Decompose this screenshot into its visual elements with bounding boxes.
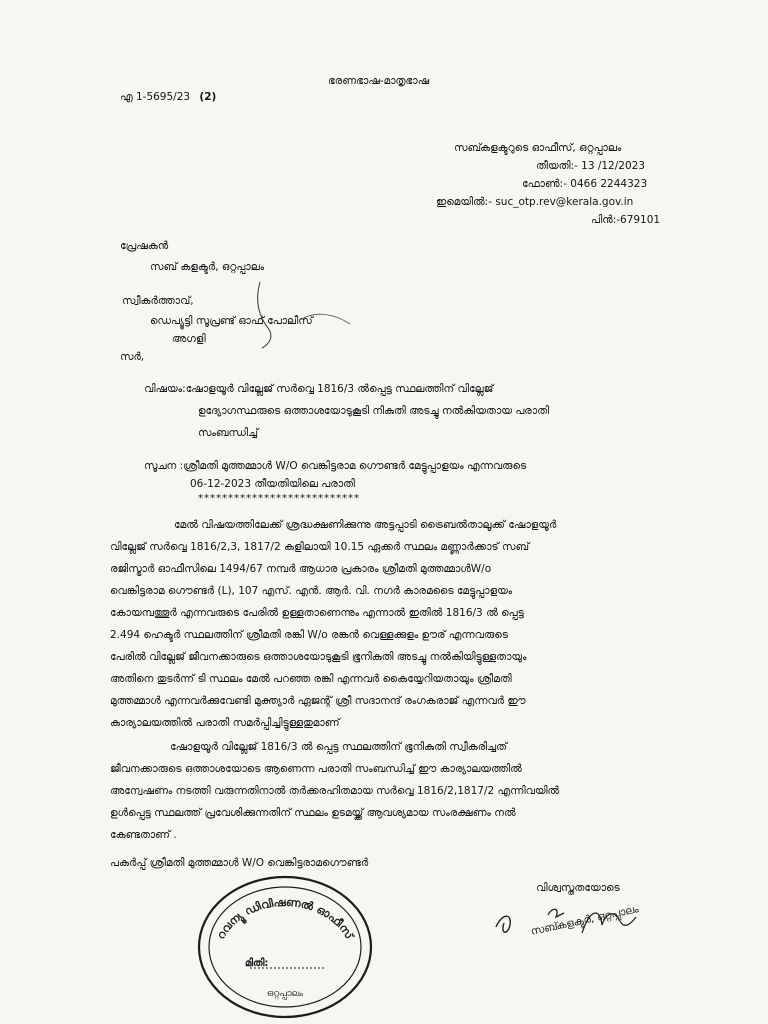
body-line: പേരിൽ വില്ലേജ് ജീവനക്കാരുടെ ഒത്താശയോടുകൂടി ഭൂനികുതി അടച്ചു നൽകിയിട്ടുള്ളതായും [110,651,527,663]
closing-regards: വിശ്വസ്തതയോടെ [536,882,620,894]
seal-date-label: മിതി: [245,958,269,969]
language-note: ഭരണഭാഷ-മാതൃഭാഷ [328,75,430,87]
body-line: രജിസ്ട്രാർ ഓഫീസിലെ 1494/67 നമ്പർ ആധാര പ്രകാരം ശ്രീമതി മുത്തമ്മാൾW/o [110,563,492,575]
salutation: സർ, [120,351,145,363]
copy-to: പകർപ്പ് ശ്രീമതി മുത്തമ്മാൾ W/O വെങ്കിട്ടരാമഗൌണ്ടർ [110,857,369,869]
body-line: അതിനെ തുടർന്ന് ടി സ്ഥലം മേൽ പറഞ്ഞ രങ്കി എന്നവർ കൈയ്യേറിയതായും ശ്രീമതി [110,673,512,685]
body-line: ജീവനക്കാരുടെ ഒത്താശയോടെ ആണെന്ന പരാതി സംബന്ധിച്ച് ഈ കാര്യാലയത്തിൽ [110,763,522,775]
recipient-label: സ്വീകർത്താവ്, [122,295,194,307]
letter-date: തീയതി:- 13 /12/2023 [536,160,646,172]
office-email: ഇമെയിൽ:- suc_otp.rev@kerala.gov.in [436,196,634,208]
body-line: കോയമ്പത്തൂർ എന്നവരുടെ പേരിൽ ഉള്ളതാണെന്നും എന്നാൽ ഇതിൽ 1816/3 ൽ പ്പെട്ട [110,607,524,619]
seal-bottom-text: ഒറ്റപ്പാലം [266,989,304,999]
reference-line2: 06-12-2023 തീയതിയിലെ പരാതി [190,478,355,490]
body-line: മുത്തമ്മാൾ എന്നവർക്കുവേണ്ടി മുക്ത്യാർ ഏജന്റ് ശ്രീ സദാനന്ദ് രംഗകരാജ് എന്നവർ ഈ [110,695,526,707]
reference-separator: *************************** [198,493,360,504]
office-pin: പിൻ:-679101 [591,214,661,226]
office-phone: ഫോൺ:- 0466 2244323 [522,178,648,190]
ink-scribble-mark [240,280,380,350]
body-line: 2.494 ഹെക്ടർ സ്ഥലത്തിന് ശ്രീമതി രങ്കി W/o രങ്കൻ വെള്ളക്കുളം ഊര് എന്നവരുടെ [110,629,508,641]
body-line: വെങ്കിട്ടരാമ ഗൌണ്ടർ (L), 107 എസ്. എൻ. ആർ. വി. നഗർ കാരമടൈ മേട്ടുപ്പാളയം [110,585,513,597]
subject-line2: ഉദ്യോഗസ്ഥരുടെ ഒത്താശയോടുകൂടി നികുതി അടച്ചു നൽകിയതായ പരാതി [198,405,550,417]
body-line: ഉൾപ്പെട്ട സ്ഥലത്ത് പ്രവേശിക്കുന്നതിന് സ്ഥലം ഉടമയ്ക്ക് ആവശ്യമായ സംരക്ഷണം നൽ [110,807,516,819]
signatory-designation: സബ്കളക്ടർ, ഒറ്റപ്പാലം [529,903,640,938]
subject-line3: സംബന്ധിച്ച് [198,427,259,439]
file-number [120,92,216,103]
body-line: അന്വേഷണം നടത്തി വരുന്നതിനാൽ തർക്കരഹിതമായ സർവ്വെ 1816/2,1817/2 എന്നിവയിൽ [110,785,560,797]
body-paragraph-1 [110,514,660,734]
seal-top-text: റവന്യൂ ഡിവിഷണൽ ഓഫീസ് [214,895,356,942]
sender-label: പ്രേഷകൻ [120,240,169,252]
office-seal [195,872,375,1022]
office-name: സബ്കളക്ടറുടെ ഓഫീസ്, ഒറ്റപ്പാലം [454,142,622,154]
sender-name: സബ് കളക്ടർ, ഒറ്റപ്പാലം [150,261,265,273]
body-line: കാര്യാലയത്തിൽ പരാതി സമർപ്പിച്ചിട്ടുള്ളതുമാണ് [110,717,340,729]
reference-line1: സൂചന :ശ്രീമതി മുത്തമ്മാൾ W/O വെങ്കിട്ടരാമ ഗൌണ്ടർ മേട്ടുപ്പാളയം എന്നവരുടെ [144,460,527,472]
body-line: വില്ലേജ് സർവ്വെ 1816/2,3, 1817/2 കളിലായി 10.15 ഏക്കർ സ്ഥലം മണ്ണാർക്കാട് സബ് [110,541,530,553]
body-line: കേണ്ടതാണ് . [110,829,177,841]
body-line: ഷോളയൂർ വില്ലേജ് 1816/3 ൽ പ്പെട്ട സ്ഥലത്തിന് ഭൂനികുതി സ്വീകരിച്ചത് [170,741,508,753]
subject-line1: വിഷയം:ഷോളയൂർ വില്ലേജ് സർവ്വെ 1816/3 ൽപ്പെട്ട സ്ഥലത്തിന് വില്ലേജ് [144,383,494,395]
body-paragraph-2 [110,736,660,846]
recipient-line2: അഗളി [172,333,206,345]
body-line: മേൽ വിഷയത്തിലേക്ക് ശ്രദ്ധക്ഷണിക്കുന്നു അട്ടപ്പാടി ട്രൈബൽതാലൂക്ക് ഷോളയൂർ [174,519,557,531]
recipient-line1: ഡെപ്യൂട്ടി സൂപ്രണ്ട് ഓഫ് പോലീസ് [150,315,313,327]
file-number-text: എ 1-5695/23 [120,91,191,103]
file-number-suffix: (2) [199,91,217,103]
